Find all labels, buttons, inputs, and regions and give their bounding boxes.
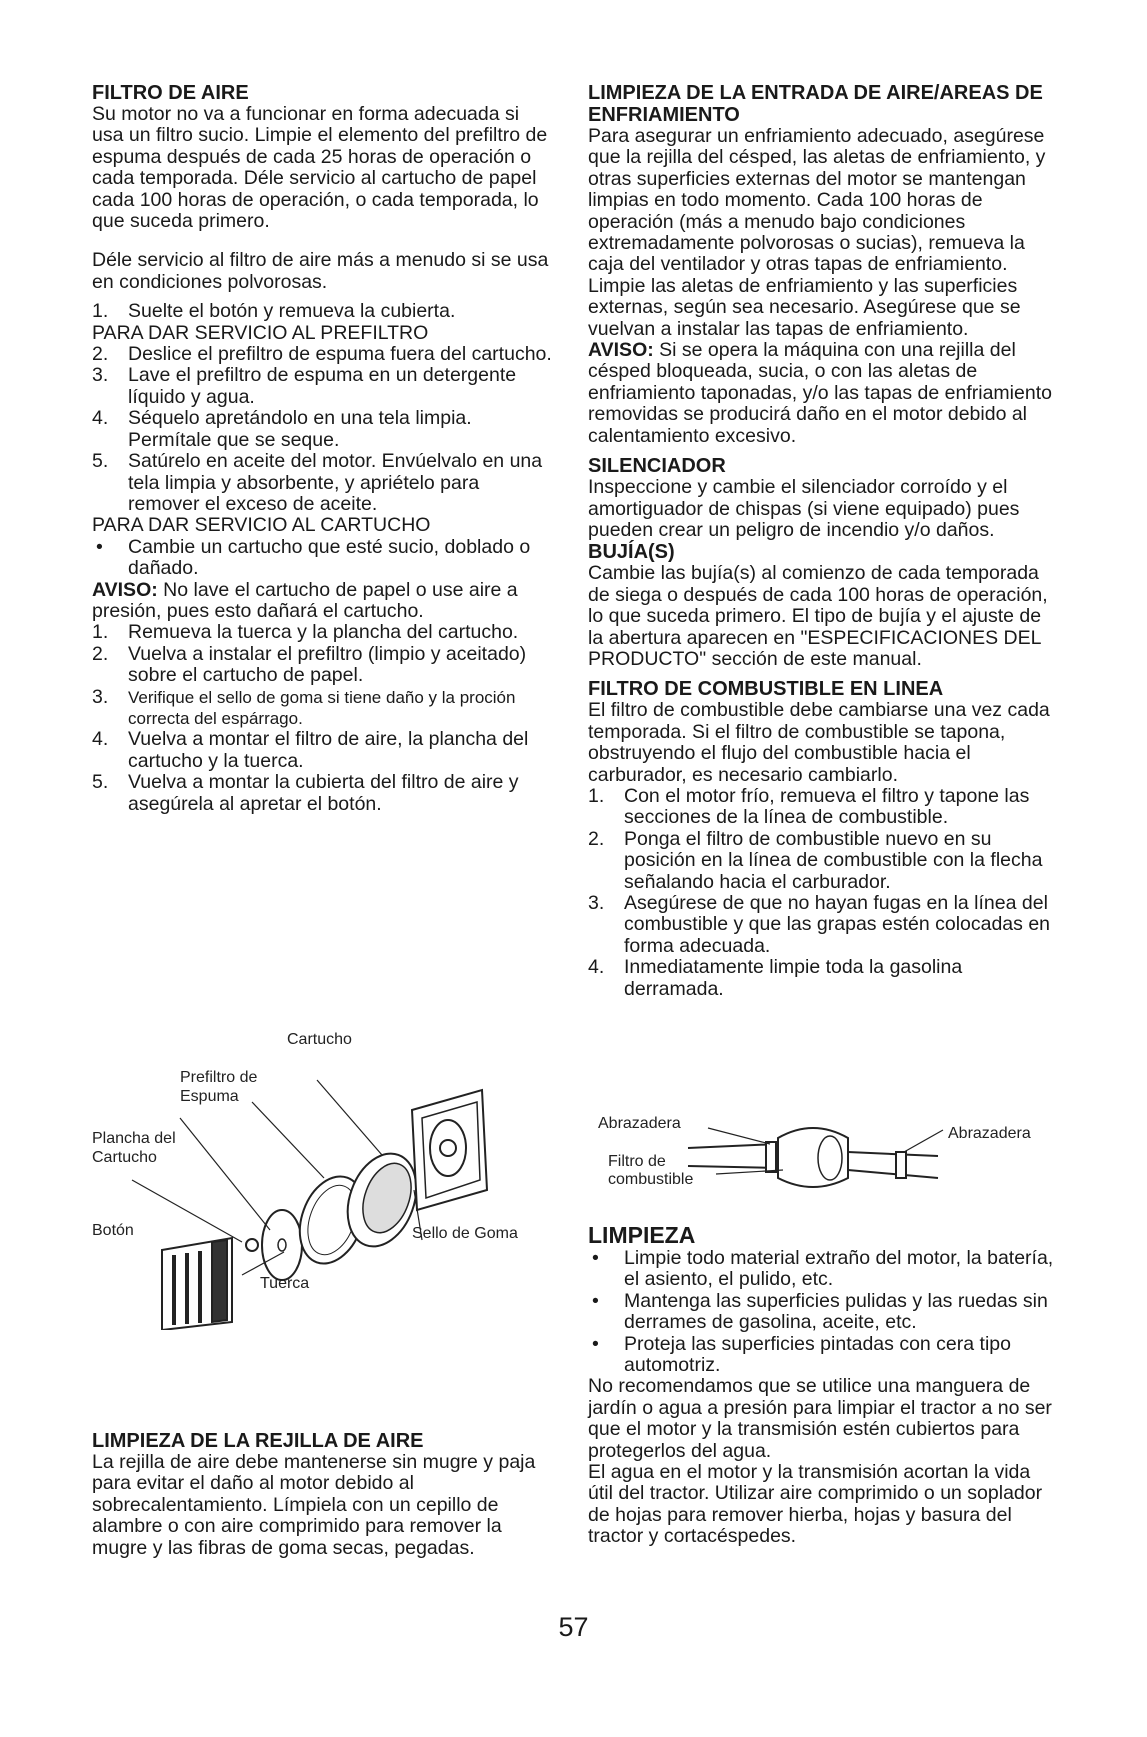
list-item: 4. Séquelo apretándolo en una tela limpia. Permítale que se seque. (92, 407, 472, 451)
spark-plugs-heading: BUJÍA(S) (588, 541, 675, 564)
label-tuerca: Tuerca (260, 1275, 310, 1292)
cleaning-bullets (588, 1248, 1058, 1376)
label-filtro-1: Filtro de (608, 1153, 666, 1170)
label-sello: Sello de Goma (412, 1225, 518, 1242)
fuel-filter-illustration (598, 1108, 1058, 1200)
notice-text: No lave el cartucho de papel o use aire a presión, pues esto dañará el cartucho. (92, 578, 518, 622)
label-prefiltro-1: Prefiltro de (180, 1069, 258, 1086)
list-item: • Proteja las superficies pintadas con cera tipo automotriz. (588, 1334, 1058, 1377)
label-abrazadera-right: Abrazadera (948, 1125, 1031, 1142)
air-filter-diagram (92, 1030, 552, 1330)
label-plancha-1: Plancha del (92, 1130, 176, 1147)
prefilter-heading: PARA DAR SERVICIO AL PREFILTRO (92, 321, 429, 344)
fuel-filter-text: El filtro de combustible debe cambiarse una vez cada temporada. Si el filtro de combustible se tapona, obstruyendo el flujo del combustible hacia el carburador, es necesario cambiarlo. (588, 699, 1050, 786)
cartridge-steps (92, 622, 552, 815)
air-filter-illustration (92, 1030, 552, 1330)
list-item: 3. Lave el prefiltro de espuma en un detergente líquido y agua. (92, 364, 517, 408)
label-plancha-2: Cartucho (92, 1149, 157, 1166)
cleaning-para2: El agua en el motor y la transmisión acortan la vida útil del tractor. Utilizar aire comprimido o un soplador de hojas para remover hierba, hojas y basura del tractor y cortacéspedes. (588, 1461, 1043, 1548)
filter-housing (162, 1238, 232, 1330)
air-screen-text: La rejilla de aire debe mantenerse sin mugre y paja para evitar el daño al motor debido al sobrecalentamiento. Límpiela con un cepillo de alambre o con aire comprimido para remover la mugre y las fibras de goma secas, pegadas. (92, 1451, 536, 1559)
notice-text: Si se opera la máquina con una rejilla del césped bloqueada, sucia, o con las aletas de enfriamiento taponadas, y/o las tapas de enfriamiento removidas se producirá daño en el motor debido al calentamiento excesivo. (588, 339, 1052, 447)
air-screen-heading: LIMPIEZA DE LA REJILLA DE AIRE (92, 1430, 424, 1452)
label-cartucho: Cartucho (287, 1031, 352, 1048)
list-item: 5. Satúrelo en aceite del motor. Envúelvalo en una tela limpia y absorbente, y apriételo para remover el exceso de aceite. (92, 450, 543, 515)
muffler-heading: SILENCIADOR (588, 455, 726, 478)
list-item: 1. Remueva la tuerca y la plancha del cartucho. (92, 621, 519, 644)
notice-label: AVISO: (92, 578, 158, 601)
list-item: 5. Vuelva a montar la cubierta del filtro de aire y asegúrela al apretar el botón. (92, 771, 519, 815)
list-item: 2. Vuelva a instalar el prefiltro (limpio y aceitado) sobre el cartucho de papel. (92, 642, 527, 687)
fuel-filter-heading: FILTRO DE COMBUSTIBLE EN LINEA (588, 678, 944, 701)
air-filter-heading: FILTRO DE AIRE (92, 82, 249, 104)
label-prefiltro-2: Espuma (180, 1088, 239, 1105)
muffler-text: Inspeccione y cambie el silenciador corroído y el amortiguador de chispas (si viene equipado) pues pueden crear un peligro de incendio y/o daños. (588, 476, 1020, 541)
list-item: • Limpie todo material extraño del motor, la batería, el asiento, el pulido, etc. (588, 1248, 1058, 1291)
page-number: 57 (558, 1612, 589, 1642)
label-boton: Botón (92, 1222, 134, 1239)
left-column (92, 82, 552, 815)
prefilter-steps (92, 344, 552, 515)
step-text: Suelte el botón y remueva la cubierta. (128, 300, 456, 323)
cleaning-section (588, 1222, 1058, 1548)
cartridge-heading: PARA DAR SERVICIO AL CARTUCHO (92, 514, 431, 537)
cooling-notice (588, 340, 1058, 447)
cleaning-heading: LIMPIEZA (588, 1222, 696, 1248)
air-filter-step1-list (92, 301, 552, 322)
fuel-filter-diagram (598, 1108, 1058, 1200)
list-item: 2. Deslice el prefiltro de espuma fuera del cartucho. (92, 343, 552, 366)
air-filter-para1: Su motor no va a funcionar en forma adecuada si usa un filtro sucio. Limpie el elemento del prefiltro de espuma después de cada 25 horas de operación o cada temporada. Déle servicio al cartucho de papel cada 100 horas de operación, o cada temporada, lo que suceda primero. (92, 103, 548, 233)
cooling-heading: LIMPIEZA DE LA ENTRADA DE AIRE/AREAS DE ENFRIAMIENTO (588, 82, 1043, 126)
list-item: 2. Ponga el filtro de combustible nuevo en su posición en la línea de combustible con la flecha señalando hacia el carburador. (588, 827, 1043, 893)
spark-plugs-text: Cambie las bujía(s) al comienzo de cada temporada de siega o después de cada 100 horas de operación, lo que suceda primero. El tipo de bujía y el ajuste de la abertura aparecen en "ESPECIFICACIONES DEL PRODUCTO" sección de este manual. (588, 562, 1048, 670)
list-item: 3. Verifique el sello de goma si tiene daño y la proción correcta del espárrago. (92, 685, 516, 728)
right-column (588, 82, 1058, 1000)
list-item: 4. Inmediatamente limpie toda la gasolina derramada. (588, 956, 963, 1000)
list-item: 1. Suelte el botón y remueva la cubierta. (92, 300, 456, 323)
list-item: 1. Con el motor frío, remueva el filtro y tapone las secciones de la línea de combustible. (588, 784, 1030, 829)
fuel-filter-steps (588, 786, 1058, 1000)
list-item: • Cambie un cartucho que esté sucio, doblado o dañado. (92, 537, 552, 580)
list-item: • Mantenga las superficies pulidas y las ruedas sin derrames de gasolina, aceite, etc. (588, 1291, 1058, 1334)
label-abrazadera-left: Abrazadera (598, 1115, 681, 1132)
air-filter-para2: Déle servicio al filtro de aire más a menudo si se usa en condiciones polvorosas. (92, 249, 549, 293)
list-item: 4. Vuelva a montar el filtro de aire, la plancha del cartucho y la tuerca. (92, 728, 529, 772)
cleaning-para1: No recomendamos que se utilice una manguera de jardín o agua a presión para limpiar el tractor a no ser que el motor y la transmisión estén cubiertos para protegerlos del agua. (588, 1375, 1052, 1462)
notice-label: AVISO: (588, 339, 654, 362)
cartridge-bullets (92, 537, 552, 580)
cooling-text: Para asegurar un enfriamiento adecuado, asegúrese que la rejilla del césped, las aletas de enfriamiento, y otras superficies externas del motor se mantengan limpias en todo momento. Cada 100 horas de operación (más a menudo bajo condiciones extremadamente polvorosas o sucias), remueva la caja del ventilador y otras tapas de enfriamiento. Limpie las aletas de enfriamiento y las superficies externas, según sea necesario. Asegúrese que se vuelvan a instalar las tapas de enfriamiento. (588, 125, 1046, 340)
cartridge-notice (92, 580, 552, 623)
air-screen-section (92, 1430, 552, 1559)
label-filtro-2: combustible (608, 1171, 694, 1188)
list-item: 3. Asegúrese de que no hayan fugas en la línea del combustible y que las grapas estén colocadas en forma adecuada. (588, 892, 1051, 957)
